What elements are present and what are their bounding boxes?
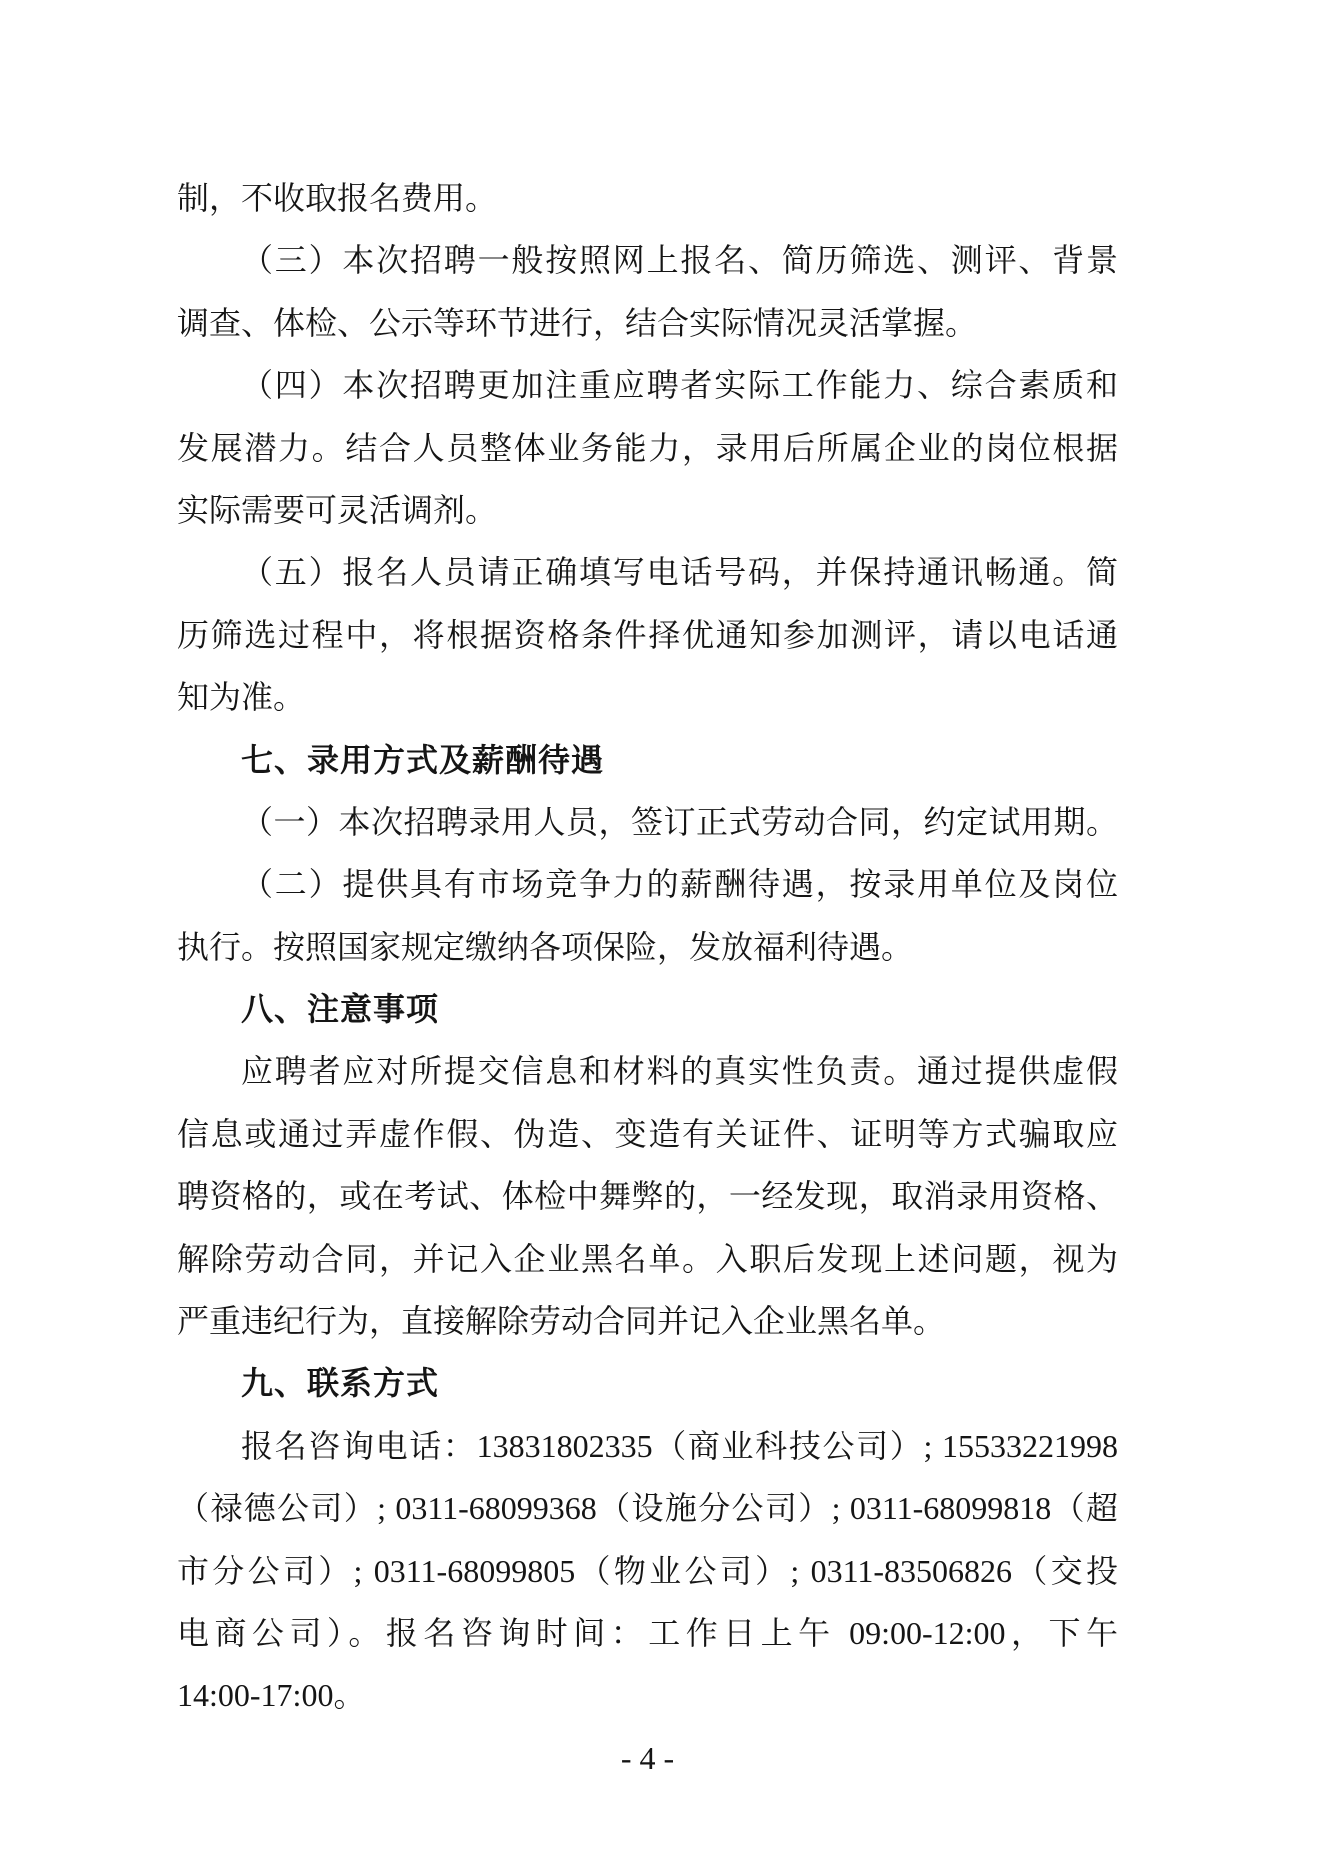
text-line: 历筛选过程中，将根据资格条件择优通知参加测评，请以电话通	[177, 616, 1118, 653]
text-line: 电商公司）。报名咨询时间：工作日上午 09:00-12:00，下午	[177, 1614, 1118, 1651]
text-line: 执行。按照国家规定缴纳各项保险，发放福利待遇。	[177, 928, 914, 965]
text-line: 报名咨询电话：13831802335（商业科技公司）; 15533221998	[241, 1427, 1118, 1464]
text-line: 制，不收取报名费用。	[177, 180, 498, 216]
document-body	[177, 167, 1118, 1727]
text-line: （二）提供具有市场竞争力的薪酬待遇，按录用单位及岗位	[241, 866, 1118, 903]
text-line: 应聘者应对所提交信息和材料的真实性负责。通过提供虚假	[241, 1053, 1118, 1090]
section-heading: 九、联系方式	[241, 1365, 440, 1402]
text-line: 市分公司）; 0311-68099805（物业公司）; 0311-83506826（交投	[177, 1552, 1118, 1589]
text-line: （五）报名人员请正确填写电话号码，并保持通讯畅通。简	[241, 554, 1118, 591]
text-line: 调查、体检、公示等环节进行，结合实际情况灵活掌握。	[177, 304, 978, 341]
text-line: 信息或通过弄虚作假、伪造、变造有关证件、证明等方式骗取应	[177, 1115, 1118, 1152]
section-heading: 七、录用方式及薪酬待遇	[241, 741, 605, 778]
text-line: 发展潜力。结合人员整体业务能力，录用后所属企业的岗位根据	[177, 429, 1118, 466]
text-line: 聘资格的，或在考试、体检中舞弊的，一经发现，取消录用资格、	[177, 1178, 1118, 1215]
text-line: （四）本次招聘更加注重应聘者实际工作能力、综合素质和	[241, 367, 1118, 404]
text-line: 知为准。	[177, 679, 306, 716]
page-number: - 4 -	[620, 1740, 675, 1776]
text-line: （禄德公司）; 0311-68099368（设施分公司）; 0311-68099818（超	[177, 1490, 1118, 1527]
text-line: （三）本次招聘一般按照网上报名、简历筛选、测评、背景	[241, 242, 1118, 279]
text-line: 解除劳动合同，并记入企业黑名单。入职后发现上述问题，视为	[177, 1240, 1118, 1277]
text-line: （一）本次招聘录用人员，签订正式劳动合同，约定试用期。	[241, 803, 1118, 840]
section-heading: 八、注意事项	[241, 991, 440, 1028]
text-line: 严重违纪行为，直接解除劳动合同并记入企业黑名单。	[177, 1303, 946, 1340]
text-line: 14:00-17:00。	[177, 1677, 366, 1714]
text-line: 实际需要可灵活调剂。	[177, 491, 498, 528]
